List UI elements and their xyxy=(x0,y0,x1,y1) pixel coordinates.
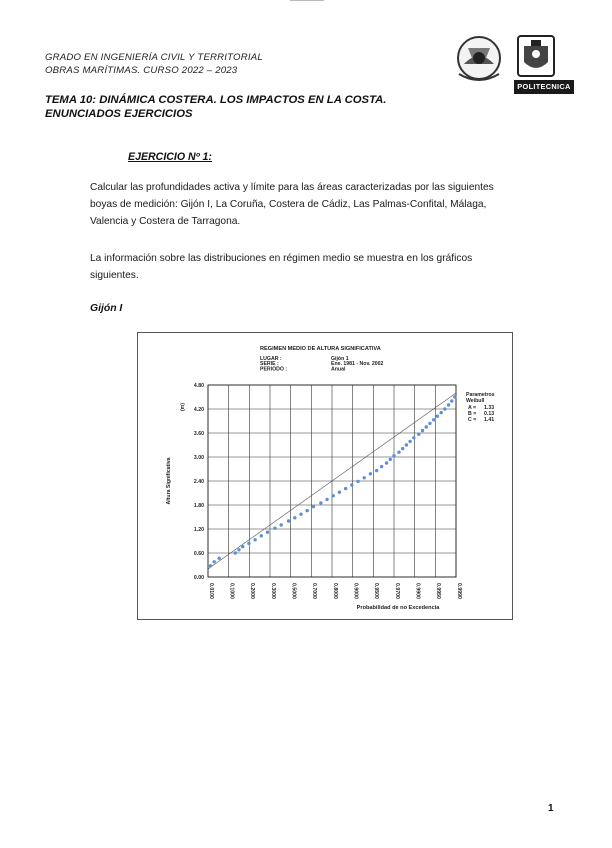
x-tick-label: 0.9500 xyxy=(373,583,380,599)
data-point xyxy=(380,465,383,468)
data-point xyxy=(332,494,335,497)
data-point xyxy=(436,415,439,418)
data-point xyxy=(428,422,431,425)
data-point xyxy=(287,519,290,522)
data-point xyxy=(450,399,453,402)
data-point xyxy=(260,534,263,537)
legend-param-value: 1.41 xyxy=(484,417,495,423)
data-point xyxy=(299,513,302,516)
exercise-paragraph-2 xyxy=(90,250,560,284)
data-point xyxy=(237,548,240,551)
paragraph-line: Valencia y Costera de Tarragona. xyxy=(90,216,241,227)
y-tick-label: 1.20 xyxy=(193,526,204,533)
data-point xyxy=(319,501,322,504)
data-point xyxy=(293,516,296,519)
x-axis-label: Probabilidad de no Excedencia xyxy=(356,605,440,611)
chart-info-key: LUGAR : xyxy=(260,356,282,362)
data-point xyxy=(234,551,237,554)
data-point xyxy=(432,418,435,421)
data-point xyxy=(375,469,378,472)
data-point xyxy=(405,443,408,446)
x-tick-label: 0.9000 xyxy=(352,583,359,599)
data-point xyxy=(253,538,256,541)
data-point xyxy=(425,425,428,428)
chart-info-value: Anual xyxy=(331,366,346,373)
legend-title: Parametros xyxy=(466,392,495,398)
chart-title: REGIMEN MEDIO DE ALTURA SIGNIFICATIVA xyxy=(260,346,381,352)
chart-subheading: Gijón I xyxy=(90,303,123,314)
x-tick-label: 0.9700 xyxy=(393,583,400,599)
data-point xyxy=(453,395,456,398)
y-tick-label: 4.80 xyxy=(193,382,204,389)
y-tick-label: 0.00 xyxy=(193,574,204,581)
topic-subtitle: ENUNCIADOS EJERCICIOS xyxy=(45,108,193,120)
paragraph-line: siguientes. xyxy=(90,270,139,281)
data-point xyxy=(266,531,269,534)
chart-frame xyxy=(137,332,513,620)
data-point xyxy=(247,542,250,545)
data-point xyxy=(389,458,392,461)
wave-height-chart xyxy=(138,333,512,619)
data-point xyxy=(325,498,328,501)
x-tick-label: 0.2000 xyxy=(249,583,256,599)
legend-param-value: 1.33 xyxy=(484,405,495,411)
data-point xyxy=(385,461,388,464)
data-point xyxy=(417,433,420,436)
data-point xyxy=(369,472,372,475)
crest-logo xyxy=(514,34,558,78)
x-tick-label: 0.8000 xyxy=(331,583,338,599)
y-tick-label: 2.40 xyxy=(193,478,204,485)
data-point xyxy=(338,491,341,494)
x-tick-label: 0.1000 xyxy=(228,583,235,599)
topic-title: TEMA 10: DINÁMICA COSTERA. LOS IMPACTOS EN LA COSTA. xyxy=(45,94,387,106)
data-point xyxy=(344,487,347,490)
paragraph-line: Calcular las profundidades activa y límite para las áreas caracterizadas por las siguientes xyxy=(90,182,494,193)
university-seal-logo xyxy=(450,34,508,84)
chart-info-key: SERIE : xyxy=(260,361,279,368)
data-point xyxy=(412,436,415,439)
data-point xyxy=(279,523,282,526)
y-tick-label: 3.00 xyxy=(193,454,204,461)
x-tick-label: 0.3000 xyxy=(269,583,276,599)
x-tick-label: 0.0100 xyxy=(207,583,214,599)
data-point xyxy=(397,451,400,454)
politecnica-label: POLITECNICA xyxy=(514,80,574,94)
data-point xyxy=(350,483,353,486)
exercise-title: EJERCICIO Nº 1: xyxy=(128,151,212,163)
chart-info-value: Gijón 1 xyxy=(331,356,349,362)
header-course: OBRAS MARÍTIMAS. CURSO 2022 – 2023 xyxy=(45,65,238,76)
data-point xyxy=(312,505,315,508)
x-tick-label: 0.9990 xyxy=(455,583,462,599)
paragraph-line: La información sobre las distribuciones en régimen medio se muestra en los gráficos xyxy=(90,253,473,264)
data-point xyxy=(356,480,359,483)
x-tick-label: 0.5000 xyxy=(290,583,297,599)
page-number: 1 xyxy=(548,803,554,814)
data-point xyxy=(443,407,446,410)
y-tick-label: 3.60 xyxy=(193,430,204,437)
legend-param-name: C = xyxy=(468,417,477,423)
exercise-paragraph-1 xyxy=(90,179,560,230)
legend-param-name: A = xyxy=(468,405,477,411)
data-point xyxy=(401,447,404,450)
data-point xyxy=(363,476,366,479)
data-point xyxy=(392,454,395,457)
top-scan-mark xyxy=(290,0,324,1)
legend-param-value: 0.13 xyxy=(484,411,495,417)
data-point xyxy=(447,403,450,406)
x-tick-label: 0.9950 xyxy=(435,583,442,599)
chart-info-key: PERIODO : xyxy=(260,366,288,373)
y-tick-label: 4.20 xyxy=(193,406,204,413)
data-point xyxy=(217,557,220,560)
y-tick-label: 1.80 xyxy=(193,502,204,509)
y-tick-label: 0.60 xyxy=(193,550,204,557)
data-point xyxy=(209,564,212,567)
x-tick-label: 0.7000 xyxy=(311,583,318,599)
data-point xyxy=(273,527,276,530)
chart-info-value: Ene. 1981 - Nov. 2002 xyxy=(331,361,384,368)
data-point xyxy=(421,429,424,432)
data-point xyxy=(306,509,309,512)
y-axis-label: Altura Significativa xyxy=(166,457,172,505)
data-point xyxy=(408,440,411,443)
paragraph-line: boyas de medición: Gijón I, La Coruña, Costera de Cádiz, Las Palmas-Confital, Málaga, xyxy=(90,199,487,210)
legend-param-name: B = xyxy=(468,411,477,417)
data-point xyxy=(213,560,216,563)
legend-subtitle: Weibull xyxy=(466,398,485,404)
header-degree: GRADO EN INGENIERÍA CIVIL Y TERRITORIAL xyxy=(45,52,263,63)
x-tick-label: 0.9900 xyxy=(414,583,421,599)
data-point xyxy=(439,411,442,414)
data-point xyxy=(241,545,244,548)
y-axis-unit: (m) xyxy=(180,402,186,412)
